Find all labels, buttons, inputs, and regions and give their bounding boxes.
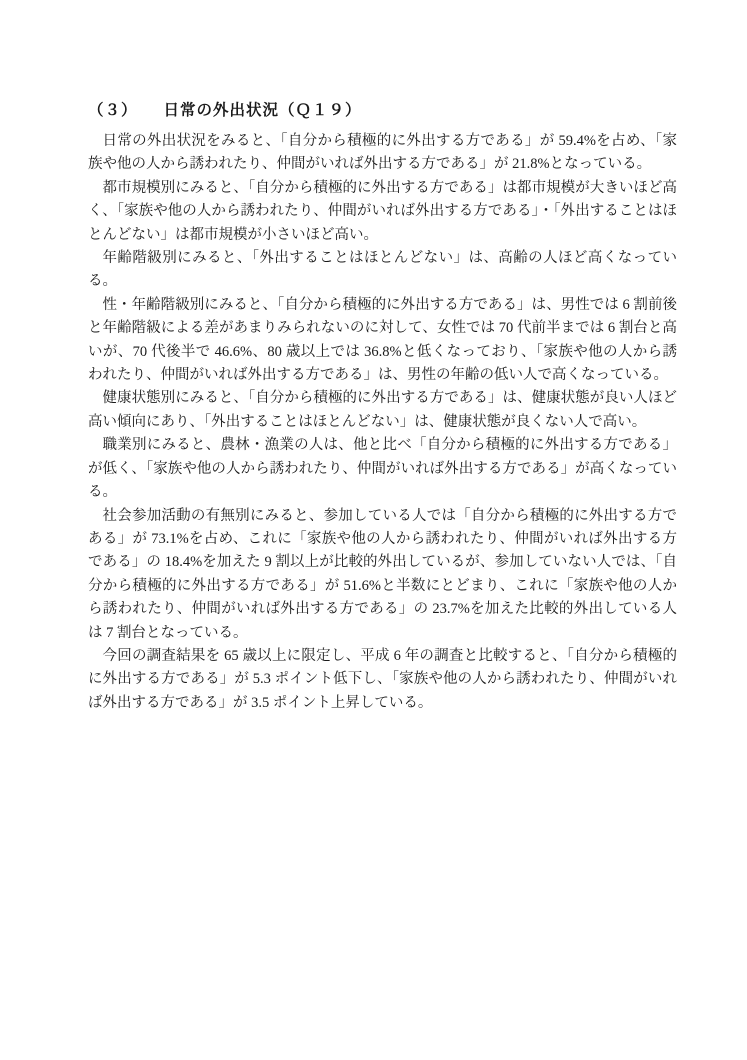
section-heading xyxy=(88,98,362,120)
paragraph-comparison-heisei6: 今回の調査結果を 65 歳以上に限定し、平成 6 年の調査と比較すると、「自分から積極的に外出する方である」が 5.3 ポイント低下し、「家族や他の人から誘われたり、仲間がいれば外出する方である」が 3.5 ポイント上昇している。 xyxy=(88,647,677,711)
section-title: 日常の外出状況（Ｑ１９） xyxy=(163,101,362,119)
paragraph-by-social-participation: 社会参加活動の有無別にみると、参加している人では「自分から積極的に外出する方である」が 73.1%を占め、これに「家族や他の人から誘われたり、仲間がいれば外出する方である」の 18.4%を加えた 9 割以上が比較的外出しているが、参加していない人では、「自分から積極的に外出する方である」が 51.6%と半数にとどまり、これに「家族や他の人から誘われたり、仲間がいれば外出する方である」の 23.7%を加えた比較的外出している人は 7 割台となっている。 xyxy=(88,507,677,641)
paragraph-by-health-status: 健康状態別にみると、「自分から積極的に外出する方である」は、健康状態が良い人ほど高い傾向にあり、「外出することはほとんどない」は、健康状態が良くない人で高い。 xyxy=(88,390,677,430)
paragraph-by-sex-and-age: 性・年齢階級別にみると、「自分から積極的に外出する方である」は、男性では 6 割前後と年齢階級による差があまりみられないのに対して、女性では 70 代前半までは 6 割台と高いが、70 代後半で 46.6%、80 歳以上では 36.8%と低くなっており、「家族や他の人から誘われたり、仲間がいれば外出する方である」は、男性の年齢の低い人で高くなっている。 xyxy=(88,296,677,384)
paragraph-by-occupation: 職業別にみると、農林・漁業の人は、他と比べ「自分から積極的に外出する方である」が低く、「家族や他の人から誘われたり、仲間がいれば外出する方である」が高くなっている。 xyxy=(88,437,677,501)
paragraph-outing-overview: 日常の外出状況をみると、「自分から積極的に外出する方である」が 59.4%を占め、「家族や他の人から誘われたり、仲間がいれば外出する方である」が 21.8%となっている。 xyxy=(88,133,677,173)
paragraph-by-age-group: 年齢階級別にみると、「外出することはほとんどない」は、高齢の人ほど高くなっている。 xyxy=(88,250,677,290)
document-body xyxy=(88,130,677,715)
section-number: （３） xyxy=(88,101,138,119)
paragraph-by-city-size: 都市規模別にみると、「自分から積極的に外出する方である」は都市規模が大きいほど高く、「家族や他の人から誘われたり、仲間がいれば外出する方である」・「外出することはほとんどない」は都市規模が小さいほど高い。 xyxy=(88,179,677,243)
